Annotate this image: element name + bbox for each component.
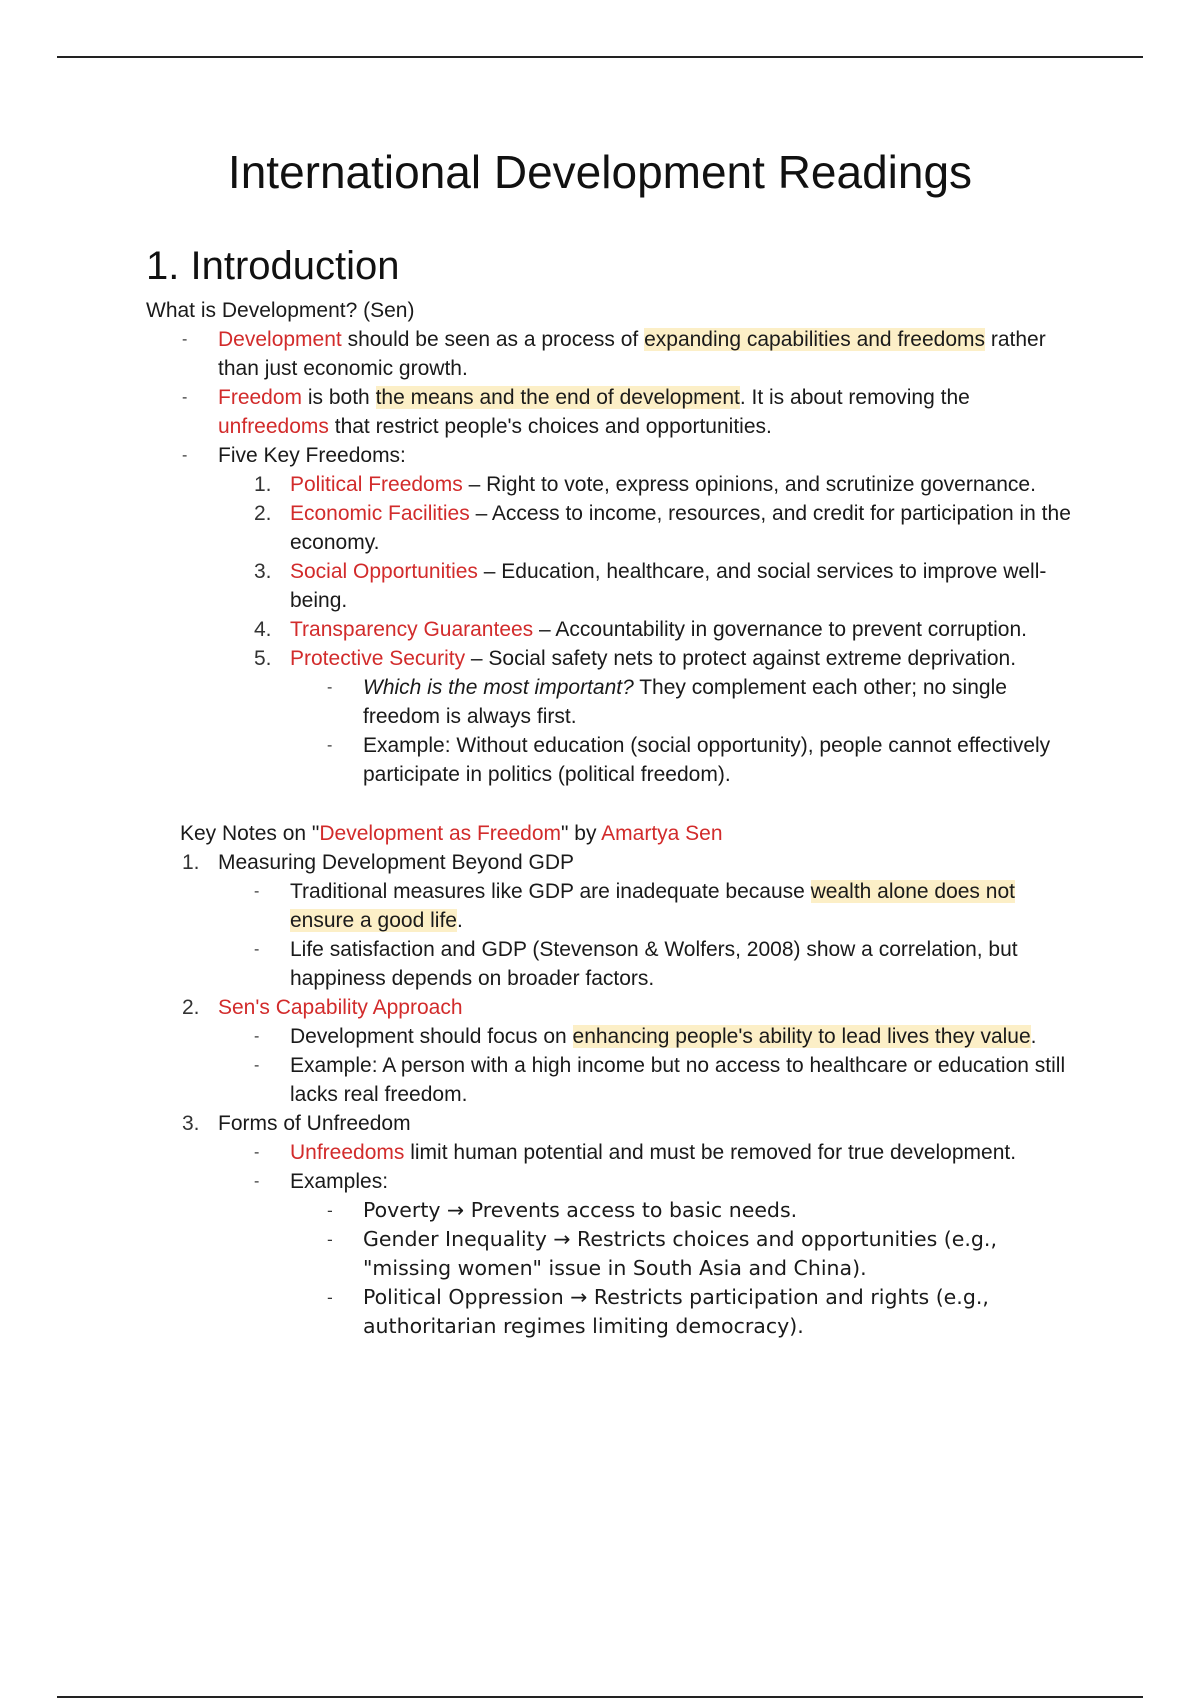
- text: is both: [302, 386, 376, 409]
- list-item: [146, 848, 1076, 877]
- list-number: 5.: [254, 647, 272, 670]
- bullet-marker: -: [327, 1288, 333, 1307]
- bullet-marker: -: [327, 1230, 333, 1249]
- intro-bullet-list: [146, 325, 1076, 470]
- keynotes-sublist-1: [146, 877, 1076, 993]
- unfreedom-examples-list: [146, 1196, 1076, 1341]
- list-item: [146, 673, 1076, 731]
- text: Development should focus on: [290, 1025, 573, 1048]
- term: Economic Facilities: [290, 502, 470, 525]
- keynotes-sublist-3: [146, 1138, 1076, 1196]
- list-item: [146, 935, 1076, 993]
- bullet-marker: -: [254, 941, 260, 958]
- list-item: [146, 1167, 1076, 1196]
- subheading-what-is-development: What is Development? (Sen): [146, 299, 415, 322]
- spacer: [146, 789, 1076, 819]
- emphasis-question: Which is the most important?: [363, 676, 634, 699]
- highlight: the means and the end of development: [375, 386, 740, 409]
- bullet-marker: -: [327, 679, 333, 696]
- bullet-marker: -: [254, 1144, 260, 1161]
- list-item: [146, 383, 1076, 441]
- bullet-marker: -: [254, 1057, 260, 1074]
- list-number: 2.: [254, 502, 272, 525]
- bullet-marker: -: [182, 447, 188, 464]
- list-item: [146, 557, 1076, 615]
- text: that restrict people's choices and opportunities.: [328, 415, 772, 438]
- list-number: 4.: [254, 618, 272, 641]
- list-item: [146, 499, 1076, 557]
- text: Example: Without education (social opportunity), people cannot effectively participate in politics (political freedom).: [363, 734, 1051, 786]
- text: . It is about removing the: [739, 386, 970, 409]
- list-item: [146, 1022, 1076, 1051]
- text: rather than just economic growth.: [218, 328, 1046, 380]
- list-item: [146, 993, 1076, 1022]
- list-number: 3.: [182, 1112, 200, 1135]
- list-item: [146, 1196, 1076, 1225]
- text: should be seen as a process of: [341, 328, 645, 351]
- keynotes-heading: [146, 819, 1076, 848]
- list-item: [146, 1109, 1076, 1138]
- text: Key Notes on ": [180, 822, 320, 845]
- term-unfreedoms: Unfreedoms: [290, 1141, 405, 1164]
- list-item: [146, 615, 1076, 644]
- term-unfreedoms: unfreedoms: [218, 415, 329, 438]
- text: Political Oppression → Restricts participation and rights (e.g., authoritarian regimes limiting democracy).: [363, 1285, 989, 1338]
- list-number: 1.: [182, 851, 200, 874]
- text: – Social safety nets to protect against extreme deprivation.: [465, 647, 1017, 670]
- keynotes-list: [146, 848, 1076, 877]
- text: " by: [561, 822, 602, 845]
- keynotes-sublist-2: [146, 1022, 1076, 1109]
- text: – Access to income, resources, and credit for participation in the economy.: [290, 502, 1071, 554]
- list-number: 1.: [254, 473, 272, 496]
- section-heading-introduction: 1. Introduction: [146, 244, 400, 288]
- list-item: [146, 1051, 1076, 1109]
- five-freedoms-list: [146, 470, 1076, 673]
- book-title: Development as Freedom: [319, 822, 561, 845]
- list-item: [146, 1138, 1076, 1167]
- bullet-marker: -: [182, 331, 188, 348]
- term: Political Freedoms: [290, 473, 463, 496]
- item-title: Sen's Capability Approach: [218, 996, 463, 1019]
- bullet-marker: -: [327, 737, 333, 754]
- highlight: wealth alone does not ensure a good life: [290, 880, 1015, 932]
- keynotes-list: [146, 1109, 1076, 1138]
- list-item: [146, 325, 1076, 383]
- text: Poverty → Prevents access to basic needs.: [363, 1198, 798, 1222]
- item-title: Measuring Development Beyond GDP: [218, 851, 575, 874]
- bullet-marker: -: [254, 1173, 260, 1190]
- text: They complement each other; no single freedom is always first.: [363, 676, 1007, 728]
- document-body: [146, 296, 1076, 1341]
- list-item: [146, 1283, 1076, 1341]
- top-rule: [57, 56, 1143, 58]
- highlight: expanding capabilities and freedoms: [644, 328, 985, 351]
- text: Five Key Freedoms:: [218, 444, 406, 467]
- text: Traditional measures like GDP are inadequate because: [290, 880, 811, 903]
- term: Protective Security: [290, 647, 466, 670]
- bullet-marker: -: [327, 1201, 333, 1220]
- text: – Accountability in governance to prevent corruption.: [533, 618, 1027, 641]
- document-title: International Development Readings: [227, 146, 973, 198]
- keynotes-list: [146, 993, 1076, 1022]
- list-item: [146, 1225, 1076, 1283]
- list-number: 3.: [254, 560, 272, 583]
- list-item: [146, 470, 1076, 499]
- term-development: Development: [218, 328, 342, 351]
- term: Social Opportunities: [290, 560, 478, 583]
- text: – Education, healthcare, and social services to improve well-being.: [290, 560, 1047, 612]
- text: Life satisfaction and GDP (Stevenson & Wolfers, 2008) show a correlation, but happiness depends on broader factors.: [290, 938, 1018, 990]
- highlight: enhancing people's ability to lead lives they value: [572, 1025, 1031, 1048]
- text: Gender Inequality → Restricts choices and opportunities (e.g., "missing women" issue in South Asia and China).: [363, 1227, 997, 1280]
- text: Example: A person with a high income but no access to healthcare or education still lacks real freedom.: [290, 1054, 1066, 1106]
- list-item: [146, 441, 1076, 470]
- bullet-marker: -: [182, 389, 188, 406]
- text: Examples:: [290, 1170, 389, 1193]
- bottom-rule: [57, 1696, 1143, 1698]
- bullet-marker: -: [254, 1028, 260, 1045]
- text: limit human potential and must be removed for true development.: [404, 1141, 1017, 1164]
- freedom-notes-list: [146, 673, 1076, 789]
- term: Transparency Guarantees: [290, 618, 534, 641]
- text: .: [1030, 1025, 1037, 1048]
- text: – Right to vote, express opinions, and scrutinize governance.: [462, 473, 1036, 496]
- list-item: [146, 731, 1076, 789]
- author-name: Amartya Sen: [601, 822, 723, 845]
- list-item: [146, 644, 1076, 673]
- list-item: [146, 877, 1076, 935]
- text: .: [456, 909, 463, 932]
- term-freedom: Freedom: [218, 386, 303, 409]
- list-number: 2.: [182, 996, 200, 1019]
- item-title: Forms of Unfreedom: [218, 1112, 411, 1135]
- bullet-marker: -: [254, 883, 260, 900]
